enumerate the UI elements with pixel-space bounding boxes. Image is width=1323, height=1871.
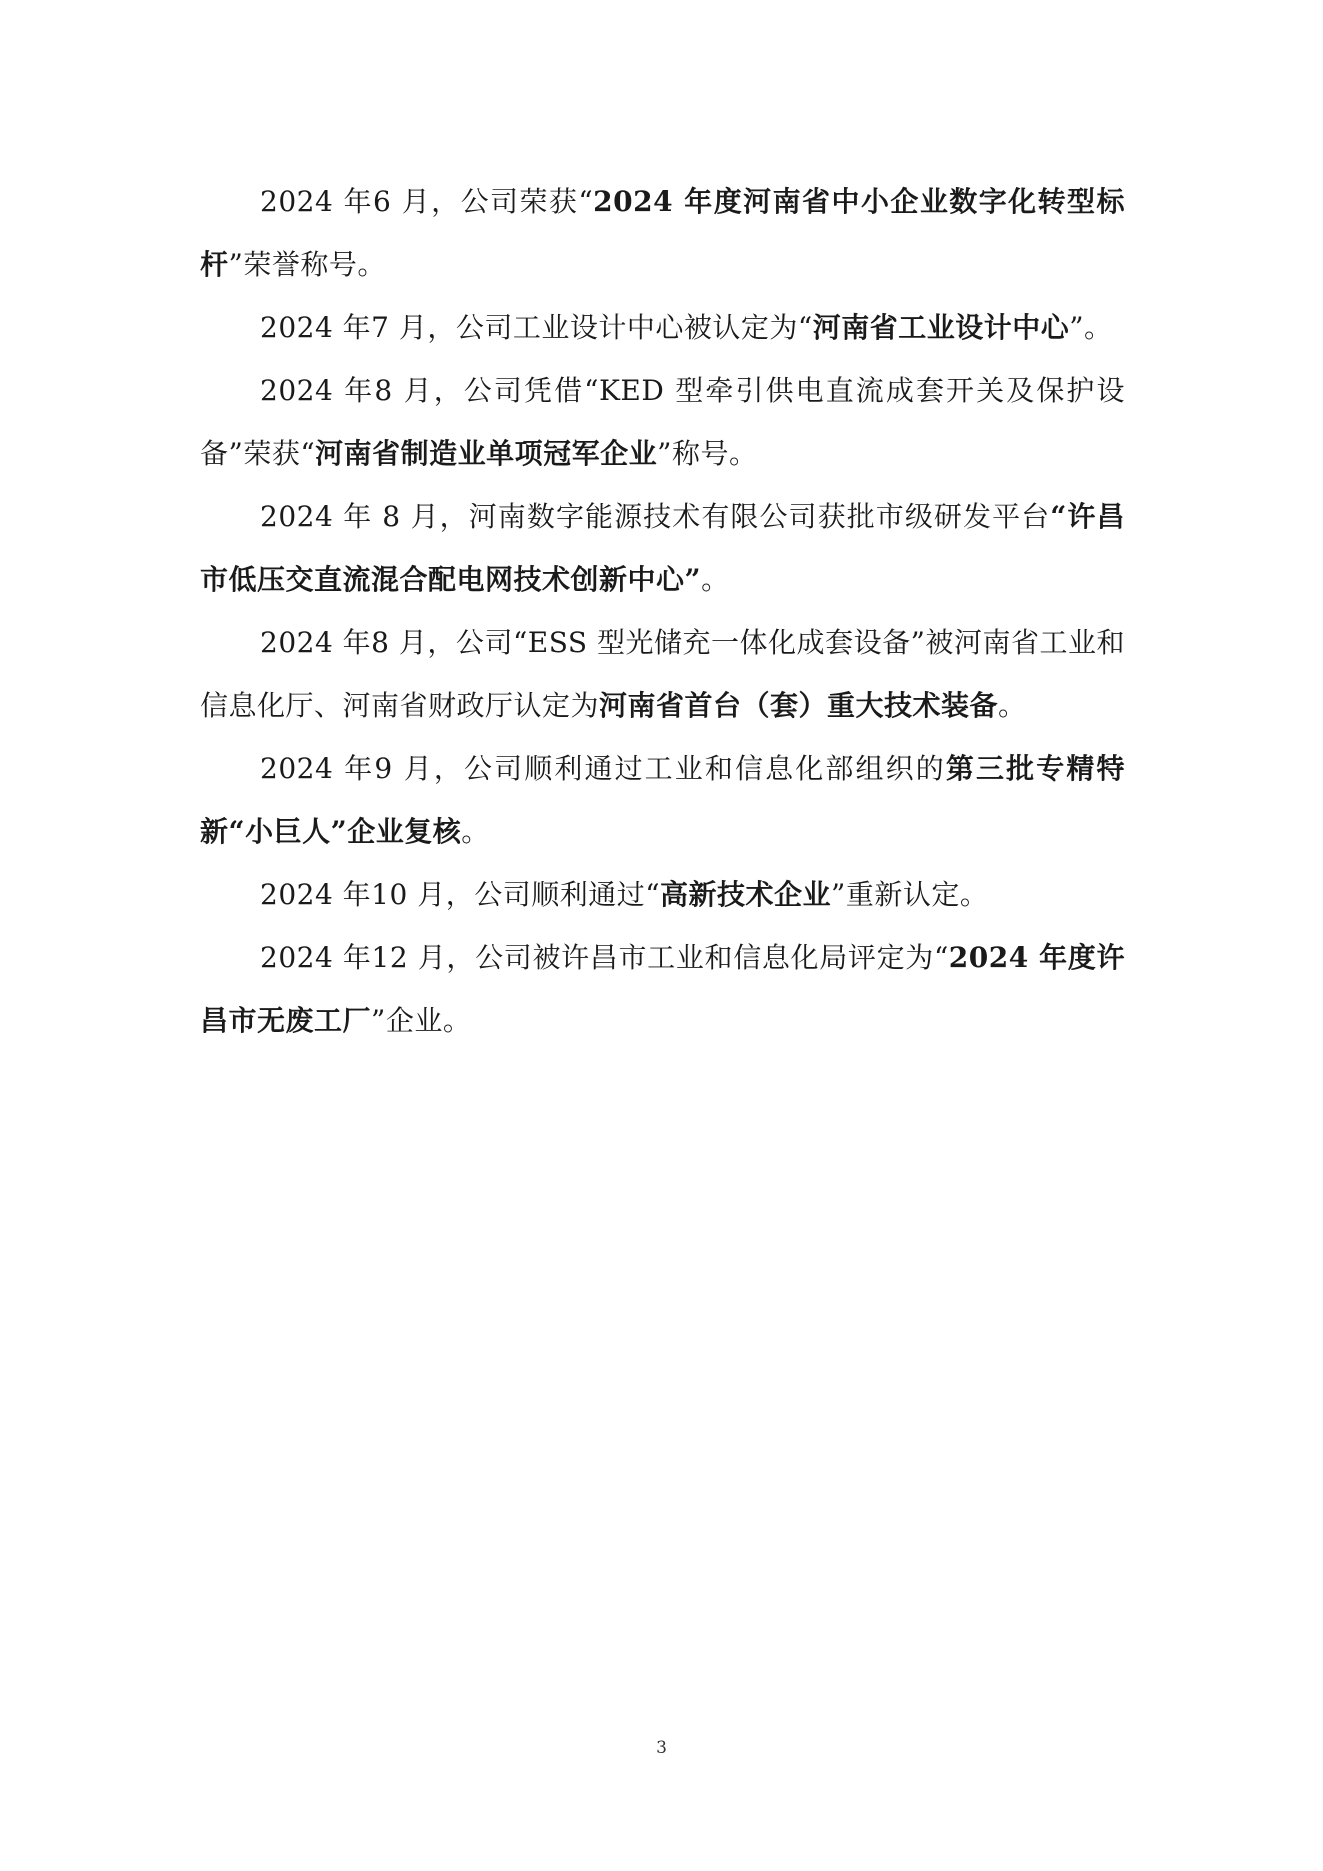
paragraph-emphasis: “许昌市低压交直流混合配电网技术创新中心” xyxy=(200,500,1126,596)
paragraph-honor-high-tech-enterprise xyxy=(200,863,1125,926)
paragraph-emphasis: 河南省首台（套）重大技术装备 xyxy=(599,689,999,722)
paragraph-honor-industrial-design-center xyxy=(200,296,1125,359)
paragraph-honor-first-set-equipment xyxy=(200,611,1125,737)
paragraph-emphasis: 河南省工业设计中心 xyxy=(812,311,1070,344)
paragraph-text: 2024 年10 月，公司顺利通过“ xyxy=(260,878,661,911)
paragraph-text: 。 xyxy=(701,563,730,596)
paragraph-text: ”企业。 xyxy=(371,1004,472,1037)
paragraph-text: ”称号。 xyxy=(657,437,758,470)
page-number: 3 xyxy=(656,1738,667,1758)
paragraph-honor-single-champion xyxy=(200,359,1125,485)
paragraph-text: ”。 xyxy=(1069,311,1113,344)
paragraph-emphasis: 2024 年度河南省中小企业数字化转型标杆 xyxy=(200,185,1125,281)
paragraph-text: 2024 年8 月，公司凭借“KED 型牵引供电直流成套开关及保护设备”荣获“ xyxy=(200,374,1125,470)
paragraph-text: 2024 年6 月，公司荣获“ xyxy=(260,185,594,218)
paragraph-emphasis: 高新技术企业 xyxy=(660,878,832,911)
paragraph-text: 。 xyxy=(461,815,490,848)
paragraph-emphasis: 2024 年度许昌市无废工厂 xyxy=(200,941,1125,1037)
paragraph-emphasis: 河南省制造业单项冠军企业 xyxy=(315,437,658,470)
paragraph-text: ”荣誉称号。 xyxy=(228,248,386,281)
paragraph-honor-digital-benchmark xyxy=(200,170,1125,296)
paragraph-text: ”重新认定。 xyxy=(831,878,989,911)
document-body xyxy=(200,170,1125,1052)
paragraph-text: 2024 年9 月，公司顺利通过工业和信息化部组织的 xyxy=(260,752,946,785)
paragraph-text: 2024 年 8 月，河南数字能源技术有限公司获批市级研发平台 xyxy=(260,500,1051,533)
paragraph-honor-little-giant xyxy=(200,737,1125,863)
paragraph-text: 2024 年12 月，公司被许昌市工业和信息化局评定为“ xyxy=(260,941,949,974)
paragraph-text: 2024 年8 月，公司“ESS 型光储充一体化成套设备”被河南省工业和信息化厅、河南省财政厅认定为 xyxy=(200,626,1125,722)
paragraph-text: 2024 年7 月，公司工业设计中心被认定为“ xyxy=(260,311,813,344)
paragraph-text: 。 xyxy=(998,689,1027,722)
paragraph-honor-innovation-center xyxy=(200,485,1125,611)
paragraph-emphasis: 第三批专精特新“小巨人”企业复核 xyxy=(200,752,1125,848)
paragraph-honor-zero-waste-factory xyxy=(200,926,1125,1052)
